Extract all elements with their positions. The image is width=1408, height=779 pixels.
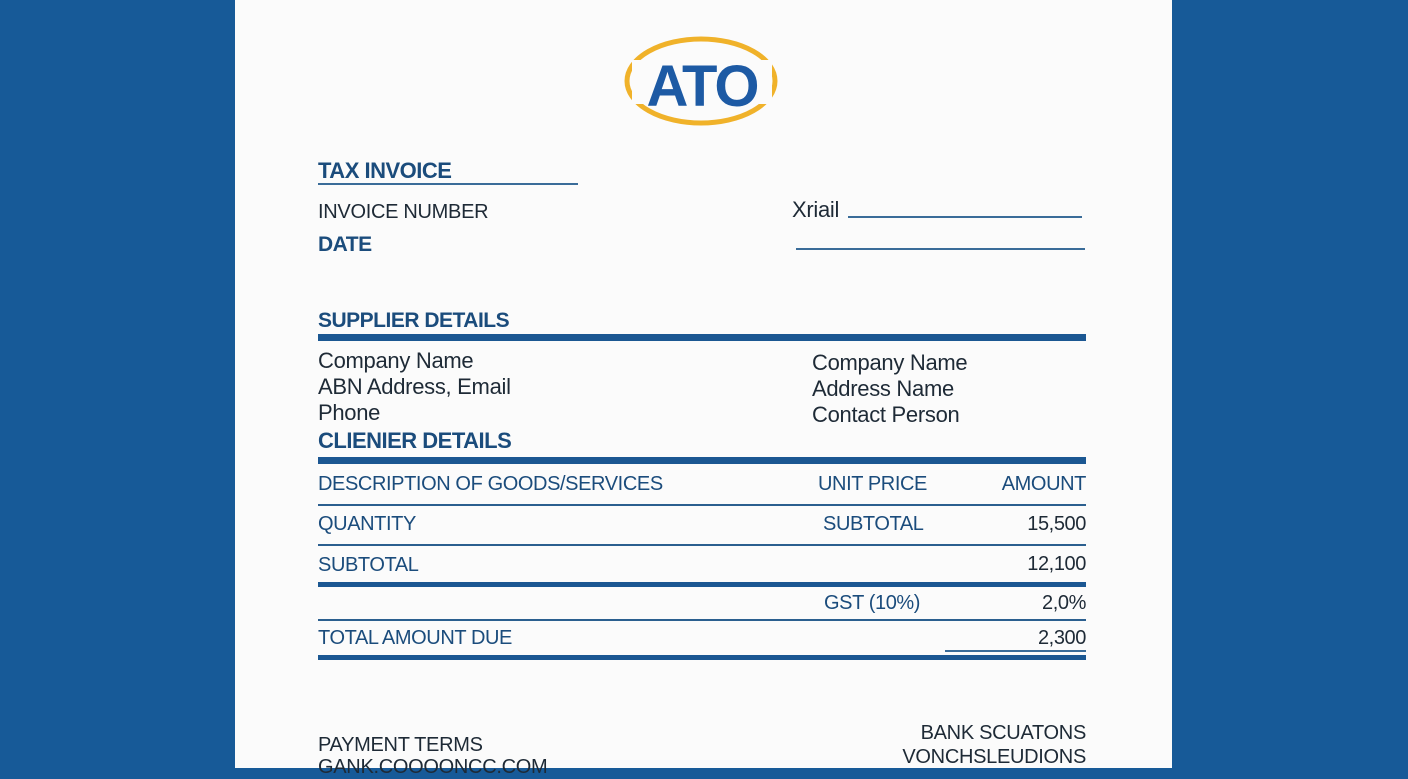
payment-terms-label: PAYMENT TERMS: [318, 734, 483, 756]
row-label: QUANTITY: [318, 513, 416, 535]
date-label: DATE: [318, 233, 372, 256]
client-contact: Contact Person: [812, 402, 960, 427]
row-mid: SUBTOTAL: [823, 513, 924, 535]
svg-text:ATO: ATO: [646, 54, 758, 119]
email-label: Xriail: [792, 197, 840, 222]
divider: [318, 655, 1086, 660]
supplier-abn: ABN Address, Email: [318, 374, 511, 399]
row-divider: [318, 544, 1086, 546]
ato-logo: [624, 34, 780, 128]
gst-amount: 2,0%: [1042, 592, 1086, 614]
total-label: TOTAL AMOUNT DUE: [318, 627, 513, 649]
invoice-title: TAX INVOICE: [318, 158, 452, 183]
supplier-heading: SUPPLIER DETAILS: [318, 309, 510, 332]
bank-line-1: BANK SCUATONS: [920, 722, 1086, 744]
divider: [318, 457, 1086, 464]
supplier-phone: Phone: [318, 400, 381, 425]
row-divider: [318, 619, 1086, 621]
row-amount: 15,500: [1027, 513, 1086, 535]
invoice-number-label: INVOICE NUMBER: [318, 201, 489, 223]
row-label: SUBTOTAL: [318, 554, 419, 576]
title-underline: [318, 183, 578, 185]
row-amount: 12,100: [1027, 553, 1086, 575]
col-unit-price: UNIT PRICE: [818, 473, 927, 495]
supplier-right: [812, 350, 967, 428]
total-amount: 2,300: [1037, 627, 1086, 649]
total-underline: [945, 650, 1086, 652]
col-description: DESCRIPTION OF GOODS/SERVICES: [318, 473, 663, 495]
supplier-left: [318, 348, 511, 426]
client-company: Company Name: [812, 350, 968, 375]
email-field[interactable]: [848, 216, 1082, 218]
date-field[interactable]: [796, 248, 1085, 250]
client-heading: CLIENIER DETAILS: [318, 428, 512, 453]
gst-label: GST (10%): [824, 592, 921, 614]
bank-line-2: VONCHSLEUDIONS: [902, 746, 1086, 768]
supplier-company: Company Name: [318, 348, 474, 373]
client-address: Address Name: [812, 376, 954, 401]
divider: [318, 334, 1086, 341]
col-amount: AMOUNT: [1001, 473, 1086, 495]
row-divider: [318, 504, 1086, 506]
divider: [318, 582, 1086, 587]
payment-line: GANK.COOOONCC.COM: [318, 756, 548, 778]
